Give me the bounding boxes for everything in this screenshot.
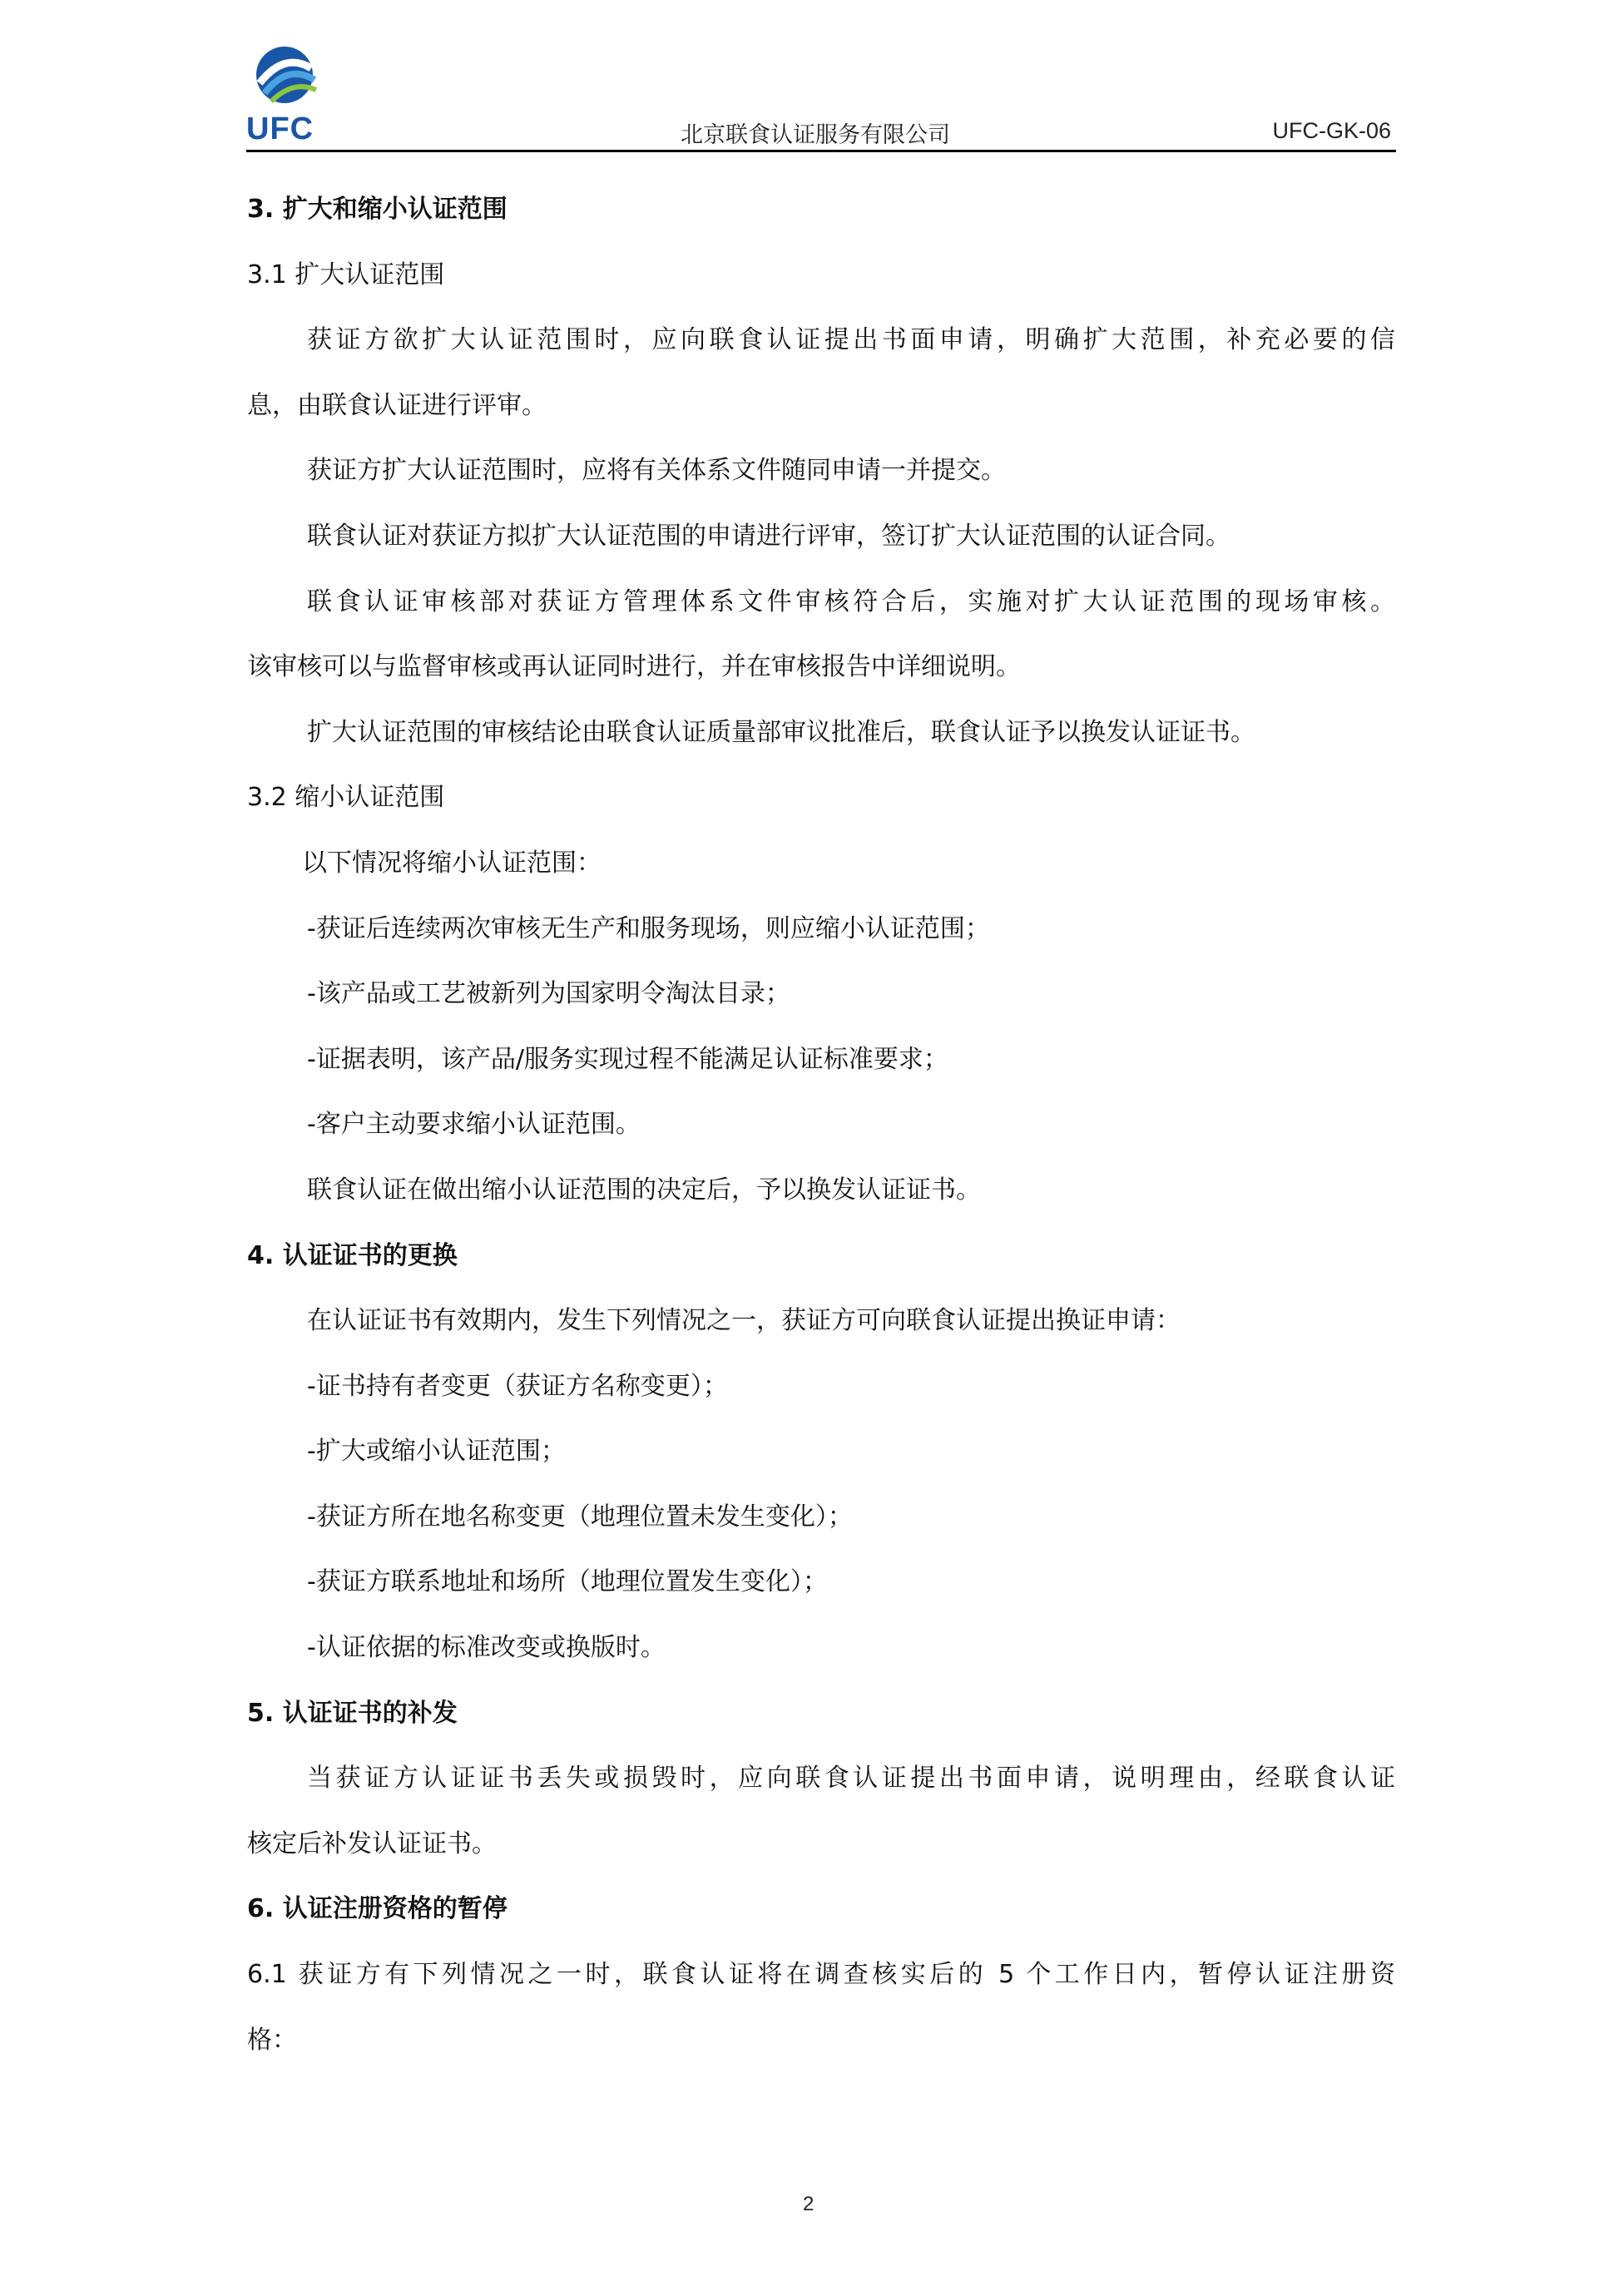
- document-code: UFC-GK-06: [1272, 118, 1391, 143]
- paragraph-line: 扩大认证范围的审核结论由联食认证质量部审议批准后，联食认证予以换发认证证书。: [307, 717, 1255, 747]
- list-item: -获证后连续两次审核无生产和服务现场，则应缩小认证范围；: [307, 913, 990, 943]
- section-heading-4: 4. 认证证书的更换: [247, 1240, 458, 1270]
- section-heading-3: 3. 扩大和缩小认证范围: [247, 195, 508, 224]
- list-item: -扩大或缩小认证范围；: [307, 1437, 566, 1467]
- list-item: -获证方联系地址和场所（地理位置发生变化）；: [307, 1567, 828, 1597]
- paragraph-line: 联食认证对获证方拟扩大认证范围的申请进行评审，签订扩大认证范围的认证合同。: [307, 521, 1230, 551]
- section-heading-5: 5. 认证证书的补发: [247, 1698, 458, 1728]
- company-name: 北京联食认证服务有限公司: [681, 122, 950, 148]
- paragraph-line: 该审核可以与监督审核或再认证同时进行，并在审核报告中详细说明。: [247, 652, 1021, 682]
- paragraph-line: 联食认证审核部对获证方管理体系文件审核符合后，实施对扩大认证范围的现场审核。: [307, 586, 1395, 616]
- paragraph-line: 6.1 获证方有下列情况之一时，联食认证将在调查核实后的 5 个工作日内，暂停认证注册资: [247, 1960, 1395, 1990]
- list-item: -客户主动要求缩小认证范围。: [307, 1110, 641, 1140]
- paragraph-line: 核定后补发认证证书。: [247, 1828, 497, 1858]
- paragraph-line: 以下情况将缩小认证范围：: [302, 848, 602, 878]
- paragraph-line: 获证方扩大认证范围时，应将有关体系文件随同申请一并提交。: [307, 456, 1006, 486]
- logo-text: UFC: [246, 111, 314, 146]
- header-divider: [246, 150, 1396, 152]
- subsection-heading-3-1: 3.1 扩大认证范围: [247, 260, 445, 289]
- list-item: -获证方所在地名称变更（地理位置未发生变化）；: [307, 1502, 853, 1531]
- paragraph-line: 当获证方认证证书丢失或损毁时，应向联食认证提出书面申请，说明理由，经联食认证: [307, 1764, 1395, 1794]
- paragraph-line: 获证方欲扩大认证范围时，应向联食认证提出书面申请，明确扩大范围，补充必要的信: [307, 325, 1395, 355]
- page-number: 2: [803, 2193, 814, 2215]
- list-item: -证据表明，该产品/服务实现过程不能满足认证标准要求；: [307, 1044, 948, 1074]
- section-heading-6: 6. 认证注册资格的暂停: [247, 1894, 508, 1924]
- list-item: -证书持有者变更（获证方名称变更）；: [307, 1371, 728, 1401]
- subsection-heading-3-2: 3.2 缩小认证范围: [247, 783, 445, 813]
- ufc-logo-icon: [235, 43, 334, 110]
- paragraph-line: 息，由联食认证进行评审。: [247, 390, 547, 420]
- document-body: [247, 193, 1395, 2089]
- paragraph-line: 格：: [247, 2025, 297, 2055]
- list-item: -该产品或工艺被新列为国家明令淘汰目录；: [307, 979, 790, 1009]
- paragraph-line: 联食认证在做出缩小认证范围的决定后，予以换发认证证书。: [307, 1175, 981, 1205]
- list-item: -认证依据的标准改变或换版时。: [307, 1633, 666, 1663]
- paragraph-line: 在认证证书有效期内，发生下列情况之一，获证方可向联食认证提出换证申请：: [307, 1306, 1181, 1336]
- ufc-logo: [235, 43, 343, 151]
